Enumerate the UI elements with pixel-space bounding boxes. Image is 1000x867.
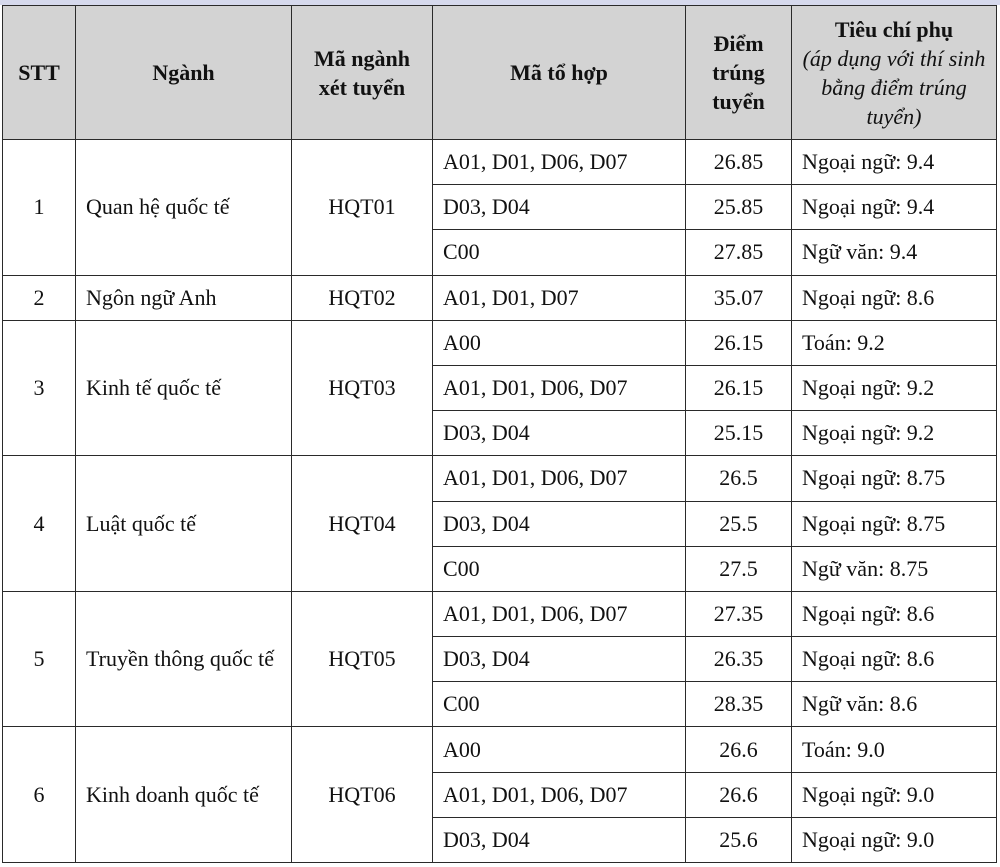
cell-criteria: Ngoại ngữ: 9.4 xyxy=(792,140,997,185)
cell-combo: D03, D04 xyxy=(433,501,686,546)
header-row xyxy=(3,6,997,140)
cell-criteria: Ngoại ngữ: 8.6 xyxy=(792,637,997,682)
cell-score: 25.5 xyxy=(686,501,792,546)
cell-major-code: HQT01 xyxy=(292,140,433,276)
cell-combo: D03, D04 xyxy=(433,817,686,862)
cell-criteria: Ngoại ngữ: 8.6 xyxy=(792,591,997,636)
cell-major-name: Luật quốc tế xyxy=(76,456,292,592)
header-tieu-chi-subtitle: (áp dụng với thí sinh bằng điểm trúng tuyển) xyxy=(802,45,986,129)
cell-score: 27.5 xyxy=(686,546,792,591)
cell-score: 35.07 xyxy=(686,275,792,320)
cell-combo: D03, D04 xyxy=(433,637,686,682)
cell-score: 25.85 xyxy=(686,185,792,230)
admission-scores-table xyxy=(2,5,997,863)
cell-criteria: Toán: 9.0 xyxy=(792,727,997,772)
table-row xyxy=(3,140,997,185)
cell-criteria: Ngoại ngữ: 9.4 xyxy=(792,185,997,230)
cell-combo: A00 xyxy=(433,727,686,772)
cell-combo: C00 xyxy=(433,682,686,727)
cell-combo: D03, D04 xyxy=(433,411,686,456)
cell-score: 26.6 xyxy=(686,727,792,772)
table-row xyxy=(3,591,997,636)
header-tieu-chi-title: Tiêu chí phụ xyxy=(834,16,954,42)
cell-score: 26.35 xyxy=(686,637,792,682)
cell-score: 28.35 xyxy=(686,682,792,727)
cell-stt: 4 xyxy=(3,456,76,592)
cell-major-code: HQT03 xyxy=(292,320,433,456)
cell-criteria: Ngoại ngữ: 9.2 xyxy=(792,365,997,410)
cell-major-code: HQT05 xyxy=(292,591,433,727)
cell-combo: C00 xyxy=(433,230,686,275)
cell-major-code: HQT04 xyxy=(292,456,433,592)
cell-score: 27.85 xyxy=(686,230,792,275)
header-to-hop: Mã tổ hợp xyxy=(433,6,686,140)
cell-score: 25.6 xyxy=(686,817,792,862)
cell-stt: 3 xyxy=(3,320,76,456)
cell-combo: A01, D01, D06, D07 xyxy=(433,456,686,501)
cell-combo: A01, D01, D06, D07 xyxy=(433,140,686,185)
cell-combo: D03, D04 xyxy=(433,185,686,230)
cell-combo: A01, D01, D07 xyxy=(433,275,686,320)
cell-major-name: Kinh doanh quốc tế xyxy=(76,727,292,863)
header-nganh: Ngành xyxy=(76,6,292,140)
cell-combo: A00 xyxy=(433,320,686,365)
cell-criteria: Ngoại ngữ: 8.75 xyxy=(792,501,997,546)
cell-criteria: Ngữ văn: 8.6 xyxy=(792,682,997,727)
cell-criteria: Ngoại ngữ: 9.0 xyxy=(792,772,997,817)
header-ma-nganh: Mã ngành xét tuyển xyxy=(292,6,433,140)
cell-score: 26.5 xyxy=(686,456,792,501)
cell-major-name: Kinh tế quốc tế xyxy=(76,320,292,456)
cell-combo: A01, D01, D06, D07 xyxy=(433,772,686,817)
cell-major-name: Quan hệ quốc tế xyxy=(76,140,292,276)
cell-major-name: Ngôn ngữ Anh xyxy=(76,275,292,320)
header-tieu-chi xyxy=(792,6,997,140)
cell-score: 25.15 xyxy=(686,411,792,456)
header-diem: Điểm trúng tuyển xyxy=(686,6,792,140)
cell-criteria: Toán: 9.2 xyxy=(792,320,997,365)
table-row xyxy=(3,727,997,772)
table-row xyxy=(3,275,997,320)
cell-stt: 1 xyxy=(3,140,76,276)
cell-criteria: Ngoại ngữ: 8.6 xyxy=(792,275,997,320)
cell-combo: C00 xyxy=(433,546,686,591)
cell-major-name: Truyền thông quốc tế xyxy=(76,591,292,727)
cell-score: 26.15 xyxy=(686,365,792,410)
cell-stt: 5 xyxy=(3,591,76,727)
cell-score: 26.85 xyxy=(686,140,792,185)
cell-criteria: Ngữ văn: 9.4 xyxy=(792,230,997,275)
table-row xyxy=(3,320,997,365)
cell-score: 26.15 xyxy=(686,320,792,365)
header-stt: STT xyxy=(3,6,76,140)
cell-major-code: HQT06 xyxy=(292,727,433,863)
cell-combo: A01, D01, D06, D07 xyxy=(433,591,686,636)
cell-score: 26.6 xyxy=(686,772,792,817)
cell-major-code: HQT02 xyxy=(292,275,433,320)
cell-combo: A01, D01, D06, D07 xyxy=(433,365,686,410)
cell-criteria: Ngoại ngữ: 9.0 xyxy=(792,817,997,862)
cell-score: 27.35 xyxy=(686,591,792,636)
table-row xyxy=(3,456,997,501)
cell-criteria: Ngữ văn: 8.75 xyxy=(792,546,997,591)
cell-criteria: Ngoại ngữ: 8.75 xyxy=(792,456,997,501)
cell-criteria: Ngoại ngữ: 9.2 xyxy=(792,411,997,456)
cell-stt: 2 xyxy=(3,275,76,320)
cell-stt: 6 xyxy=(3,727,76,863)
